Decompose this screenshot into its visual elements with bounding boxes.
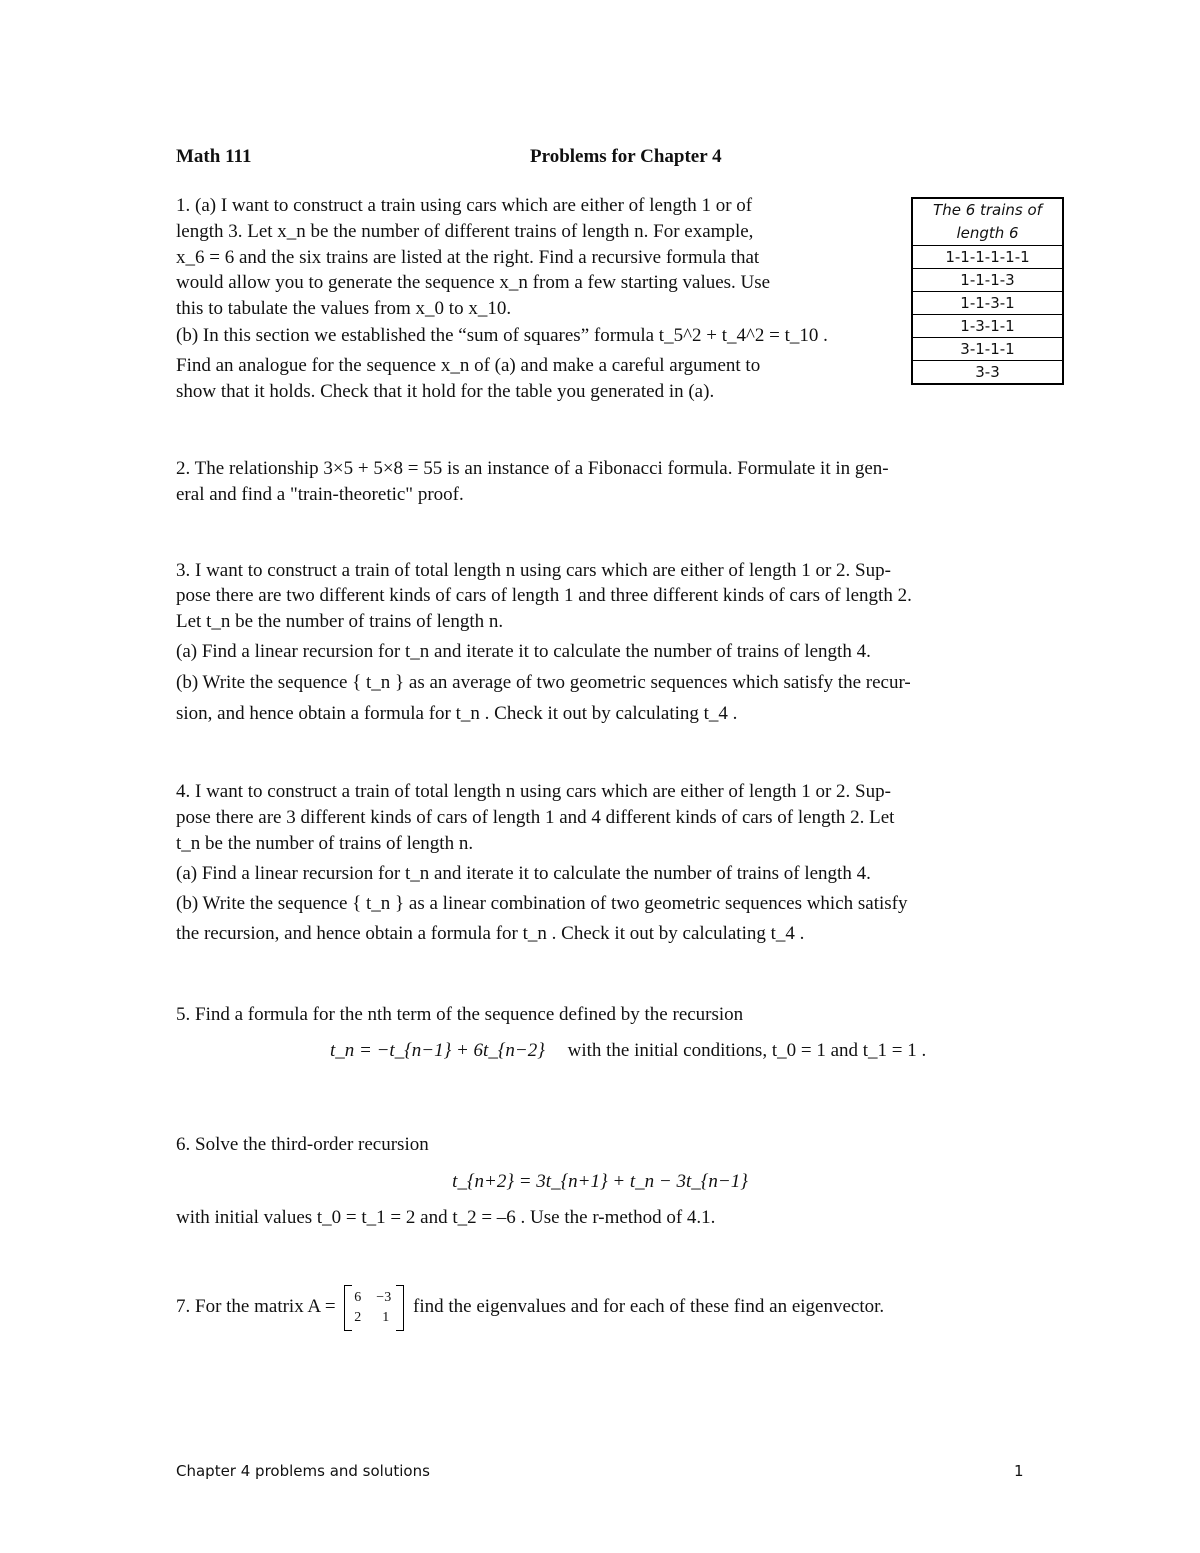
table-row: 3-3 — [912, 361, 1063, 385]
recursion-equation: t_n = −t_{n−1} + 6t_{n−2} with the initial conditions, t_0 = 1 and t_1 = 1 . — [330, 1040, 927, 1061]
problem-line: show that it holds. Check that it hold for the table you generated in (a). — [176, 381, 715, 402]
matrix-entry: 1 — [382, 1309, 390, 1325]
problem-line: (b) Write the sequence { t_n } as a linear combination of two geometric sequences which satisfy — [176, 893, 908, 914]
matrix-entry: −3 — [376, 1289, 392, 1305]
problem-line: 3. I want to construct a train of total length n using cars which are either of length 1 or 2. Sup- — [176, 560, 891, 581]
problem-line: 5. Find a formula for the nth term of the sequence defined by the recursion — [176, 1004, 744, 1025]
problem-line: 7. For the matrix A = — [176, 1296, 336, 1317]
problem-line: length 3. Let x_n be the number of different trains of length n. For example, — [176, 221, 754, 242]
course-title: Math 111 — [176, 146, 252, 167]
problem-line: t_n be the number of trains of length n. — [176, 833, 474, 854]
problem-line: (b) Write the sequence { t_n } as an average of two geometric sequences which satisfy the recur- — [176, 672, 911, 693]
matrix-entry: 2 — [354, 1309, 362, 1325]
problem-line: x_6 = 6 and the six trains are listed at the right. Find a recursive formula that — [176, 247, 760, 268]
problem-line: this to tabulate the values from x_0 to x_10. — [176, 298, 512, 319]
problem-line: (b) In this section we established the “sum of squares” formula t_5^2 + t_4^2 = t_10 . — [176, 325, 828, 346]
matrix-entry: 6 — [354, 1289, 362, 1305]
recursion-equation: t_{n+2} = 3t_{n+1} + t_n − 3t_{n−1} — [452, 1171, 748, 1192]
problem-line: with initial values t_0 = t_1 = 2 and t_2 = –6 . Use the r-method of 4.1. — [176, 1207, 716, 1228]
problem-line: the recursion, and hence obtain a formula for t_n . Check it out by calculating t_4 . — [176, 923, 805, 944]
problem-line: 4. I want to construct a train of total length n using cars which are either of length 1 or 2. Sup- — [176, 781, 891, 802]
problem-line: (a) Find a linear recursion for t_n and iterate it to calculate the number of trains of length 4. — [176, 863, 871, 884]
problem-line: eral and find a "train-theoretic" proof. — [176, 484, 464, 505]
table-row: 1-1-1-3 — [912, 269, 1063, 292]
page-number: 1 — [1014, 1462, 1024, 1480]
table-row: 1-1-3-1 — [912, 292, 1063, 315]
footer-text: Chapter 4 problems and solutions — [176, 1462, 430, 1480]
problem-line: 2. The relationship 3×5 + 5×8 = 55 is an instance of a Fibonacci formula. Formulate it in gen- — [176, 458, 889, 479]
table-row: 1-1-1-1-1-1 — [912, 246, 1063, 269]
trains-table — [911, 197, 1064, 385]
problem-line: Find an analogue for the sequence x_n of (a) and make a careful argument to — [176, 355, 761, 376]
page-title: Problems for Chapter 4 — [530, 146, 722, 167]
problem-line: pose there are 3 different kinds of cars of length 1 and 4 different kinds of cars of length 2. Let — [176, 807, 895, 828]
problem-line: sion, and hence obtain a formula for t_n . Check it out by calculating t_4 . — [176, 703, 738, 724]
problem-line: 1. (a) I want to construct a train using cars which are either of length 1 or of — [176, 195, 753, 216]
problem-line: (a) Find a linear recursion for t_n and iterate it to calculate the number of trains of length 4. — [176, 641, 871, 662]
problem-7 — [176, 1284, 884, 1331]
problem-line: pose there are two different kinds of cars of length 1 and three different kinds of cars of length 2. — [176, 585, 912, 606]
table-row: 3-1-1-1 — [912, 338, 1063, 361]
table-row: 1-3-1-1 — [912, 315, 1063, 338]
problem-line: 6. Solve the third-order recursion — [176, 1134, 429, 1155]
trains-table-caption: The 6 trains of length 6 — [912, 198, 1063, 246]
problem-line: would allow you to generate the sequence x_n from a few starting values. Use — [176, 272, 771, 293]
matrix-a — [344, 1285, 404, 1331]
problem-line: Let t_n be the number of trains of length n. — [176, 611, 504, 632]
problem-line: find the eigenvalues and for each of these find an eigenvector. — [413, 1296, 885, 1317]
